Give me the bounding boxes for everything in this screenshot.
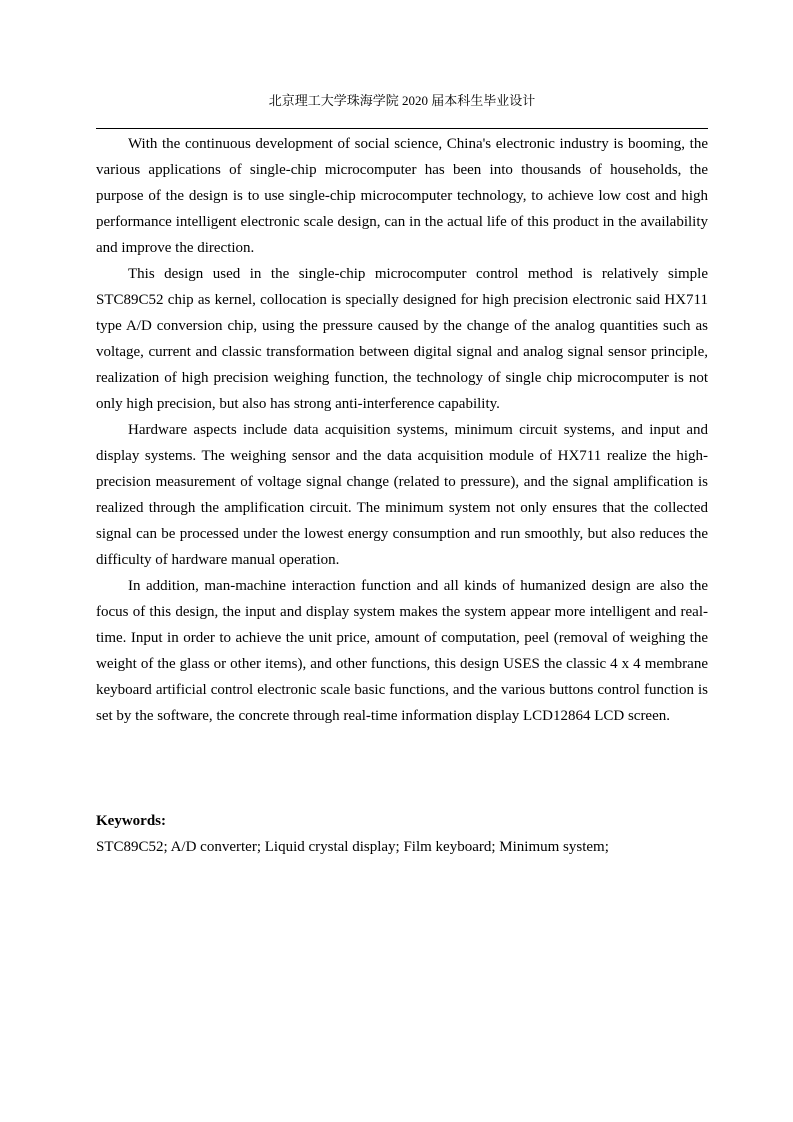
header-rule — [96, 128, 708, 129]
abstract-paragraph-3: Hardware aspects include data acquisition systems, minimum circuit systems, and input and display systems. The weighing sensor and the data acquisition module of HX711 realize the high-precision measurement of voltage signal change (related to pressure), and the signal amplification is realized through the amplification circuit. The minimum system not only ensures that the collected signal can be processed under the lowest energy consumption and run smoothly, but also reduces the difficulty of hardware manual operation. — [96, 422, 708, 568]
abstract-paragraph-1: With the continuous development of social science, China's electronic industry is booming, the various applications of single-chip microcomputer has been into thousands of households, the purpose of the design is to use single-chip microcomputer technology, to achieve low cost and high performance intelligent electronic scale design, can in the actual life of this product in the availability and improve the direction. — [96, 136, 708, 256]
page-header — [96, 92, 708, 110]
abstract-body — [96, 131, 708, 729]
keywords-list: STC89C52; A/D converter; Liquid crystal display; Film keyboard; Minimum system; — [96, 839, 609, 855]
abstract-paragraph-4: In addition, man-machine interaction function and all kinds of humanized design are also the focus of this design, the input and display system makes the system appear more intelligent and real-time. Input in order to achieve the unit price, amount of computation, peel (removal of weighing the weight of the glass or other items), and other functions, this design USES the classic 4 x 4 membrane keyboard artificial control electronic scale basic functions, and the various buttons control function is set by the software, the concrete through real-time information display LCD12864 LCD screen. — [96, 578, 708, 724]
keywords-heading: Keywords: — [96, 813, 166, 829]
keywords-section — [96, 808, 708, 860]
header-title: 北京理工大学珠海学院 2020 届本科生毕业设计 — [268, 93, 536, 108]
abstract-paragraph-2: This design used in the single-chip microcomputer control method is relatively simple STC89C52 chip as kernel, collocation is specially designed for high precision electronic said HX711 type A/D conversion chip, using the pressure caused by the change of the analog quantities such as voltage, current and classic transformation between digital signal and analog signal sensor principle, realization of high precision weighing function, the technology of single chip microcomputer is not only high precision, but also has strong anti-interference capability. — [96, 266, 708, 412]
